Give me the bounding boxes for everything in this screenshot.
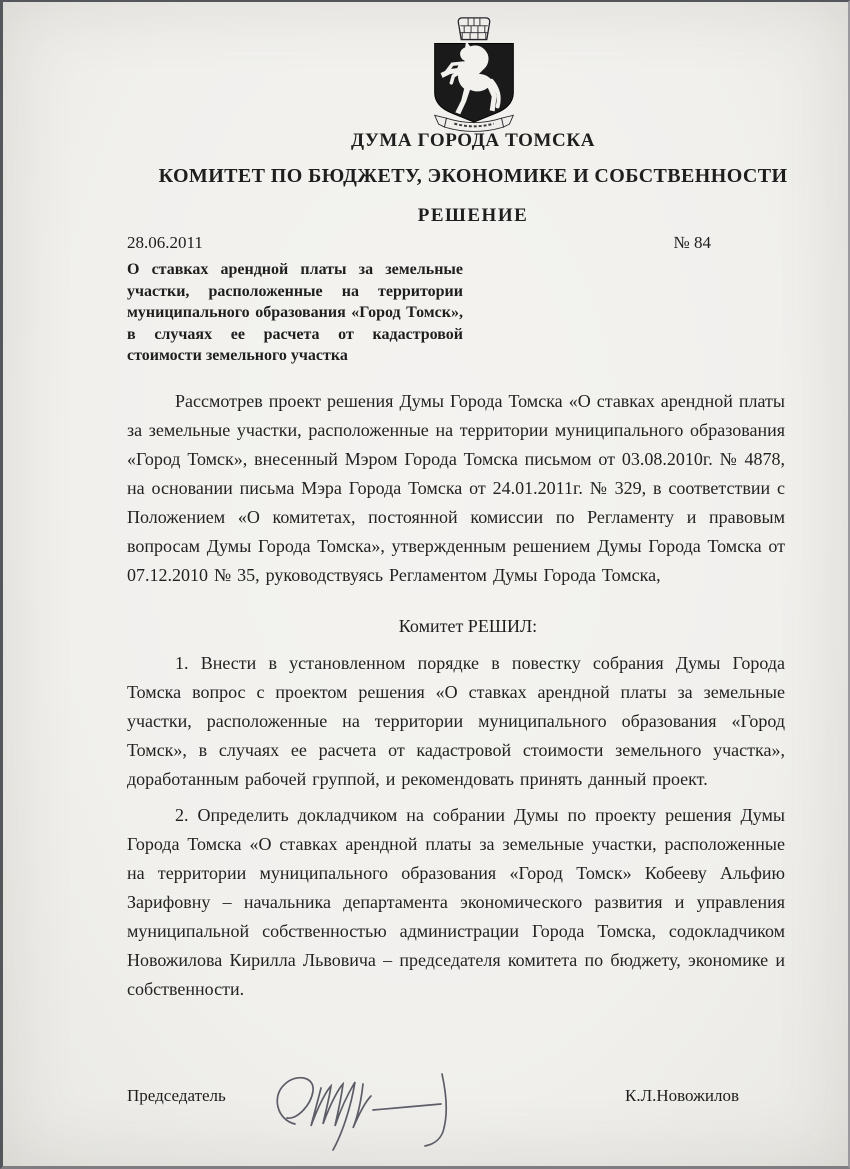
signature-row xyxy=(127,1086,785,1106)
organization-title: ДУМА ГОРОДА ТОМСКА xyxy=(350,130,596,151)
document-number: № 84 xyxy=(673,233,711,252)
subject-block: О ставках арендной платы за земельные участки, расположенные на территории муниципального образования «Город Томск», в случаях ее расчета от кадастровой стоимости земельного участка xyxy=(127,261,463,364)
document-date: 28.06.2011 xyxy=(127,233,203,252)
signer-position-label: Председатель xyxy=(127,1086,226,1105)
signer-name: К.Л.Новожилов xyxy=(625,1086,739,1105)
committee-title: КОМИТЕТ ПО БЮДЖЕТУ, ЭКОНОМИКЕ И СОБСТВЕННОСТИ xyxy=(158,165,788,187)
resolution-heading: Комитет РЕШИЛ: xyxy=(398,616,538,636)
document-type-title: РЕШЕНИЕ xyxy=(417,205,529,226)
mural-crown-icon xyxy=(458,18,489,40)
resolution-item-2: 2. Определить докладчиком на собрании Думы по проекту решения Думы Города Томска «О ставках арендной платы за земельные участки, расположенные на территории муниципального образования «Город Томск» Кобееву Альфию Зарифовну – начальника департамента экономического развития и управления муниципальной собственностью администрации Города Томска, содокладчиком Новожилова Кирилла Львовича – председателя комитета по бюджету, экономике и собственности. xyxy=(127,805,785,999)
preamble-paragraph: Рассмотрев проект решения Думы Города Томска «О ставках арендной платы за земельные участки, расположенные на территории муниципального образования «Город Томск», внесенный Мэром Города Томска письмом от 03.08.2010г. № 4878, на основании письма Мэра Города Томска от 24.01.2011г. № 329, в соответствии с Положением «О комитетах, постоянной комиссии по Регламенту и правовым вопросам Думы Города Томска», утвержденным решением Думы Города Томска от 07.12.2010 № 35, руководствуясь Регламентом Думы Города Томска, xyxy=(127,391,785,585)
tomsk-coat-of-arms-icon xyxy=(415,8,533,136)
signature-scribble xyxy=(261,1060,486,1155)
date-number-row xyxy=(127,233,785,253)
resolution-item-1: 1. Внести в установленном порядке в повестку собрания Думы Города Томска вопрос с проектом решения «О ставках арендной платы за земельные участки, расположенные на территории муниципального образования «Город Томск», в случаях ее расчета от кадастровой стоимости земельного участка», доработанным рабочей группой, и рекомендовать принять данный проект. xyxy=(127,653,785,789)
